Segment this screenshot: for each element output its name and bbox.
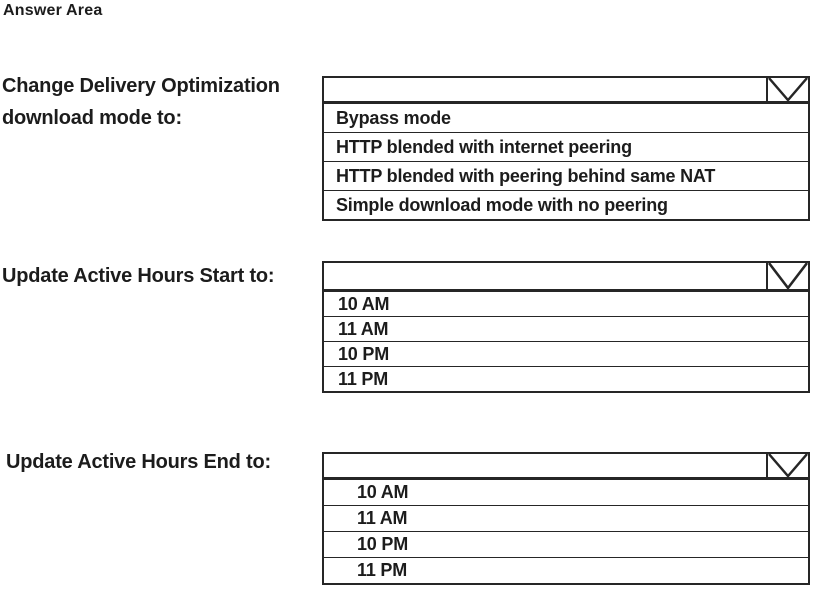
option-end-10pm[interactable]: 10 PM xyxy=(324,531,808,557)
question-1-label-line-2: download mode to: xyxy=(2,107,182,129)
dropdown-active-hours-start-arrow-button[interactable] xyxy=(766,263,808,289)
question-3-label xyxy=(6,446,271,478)
chevron-down-icon xyxy=(768,454,808,477)
question-3-label-line-1: Update Active Hours End to: xyxy=(6,451,271,473)
question-1-label-line-1: Change Delivery Optimization xyxy=(2,75,280,97)
option-end-11pm[interactable]: 11 PM xyxy=(324,557,808,583)
answer-area-title: Answer Area xyxy=(3,2,103,19)
dropdown-active-hours-end xyxy=(322,452,810,585)
option-http-blended-internet-peering[interactable]: HTTP blended with internet peering xyxy=(324,132,808,161)
option-start-11am[interactable]: 11 AM xyxy=(324,316,808,341)
dropdown-download-mode xyxy=(322,76,810,221)
question-2-label xyxy=(2,260,274,292)
question-2-label-line-1: Update Active Hours Start to: xyxy=(2,265,275,287)
option-simple-download-mode-no-peering[interactable]: Simple download mode with no peering xyxy=(324,190,808,219)
chevron-down-icon xyxy=(768,78,808,101)
option-http-blended-peering-behind-same-nat[interactable]: HTTP blended with peering behind same NAT xyxy=(324,161,808,190)
dropdown-active-hours-start xyxy=(322,261,810,393)
dropdown-download-mode-arrow-button[interactable] xyxy=(766,78,808,101)
option-end-10am[interactable]: 10 AM xyxy=(324,479,808,505)
chevron-down-icon xyxy=(768,263,808,289)
option-start-10pm[interactable]: 10 PM xyxy=(324,341,808,366)
option-start-11pm[interactable]: 11 PM xyxy=(324,366,808,391)
dropdown-download-mode-selected-field[interactable] xyxy=(324,78,808,103)
option-start-10am[interactable]: 10 AM xyxy=(324,291,808,316)
dropdown-active-hours-end-arrow-button[interactable] xyxy=(766,454,808,477)
dropdown-active-hours-start-selected-field[interactable] xyxy=(324,263,808,291)
question-1-label xyxy=(2,70,280,134)
dropdown-active-hours-end-selected-field[interactable] xyxy=(324,454,808,479)
option-end-11am[interactable]: 11 AM xyxy=(324,505,808,531)
option-bypass-mode[interactable]: Bypass mode xyxy=(324,103,808,132)
